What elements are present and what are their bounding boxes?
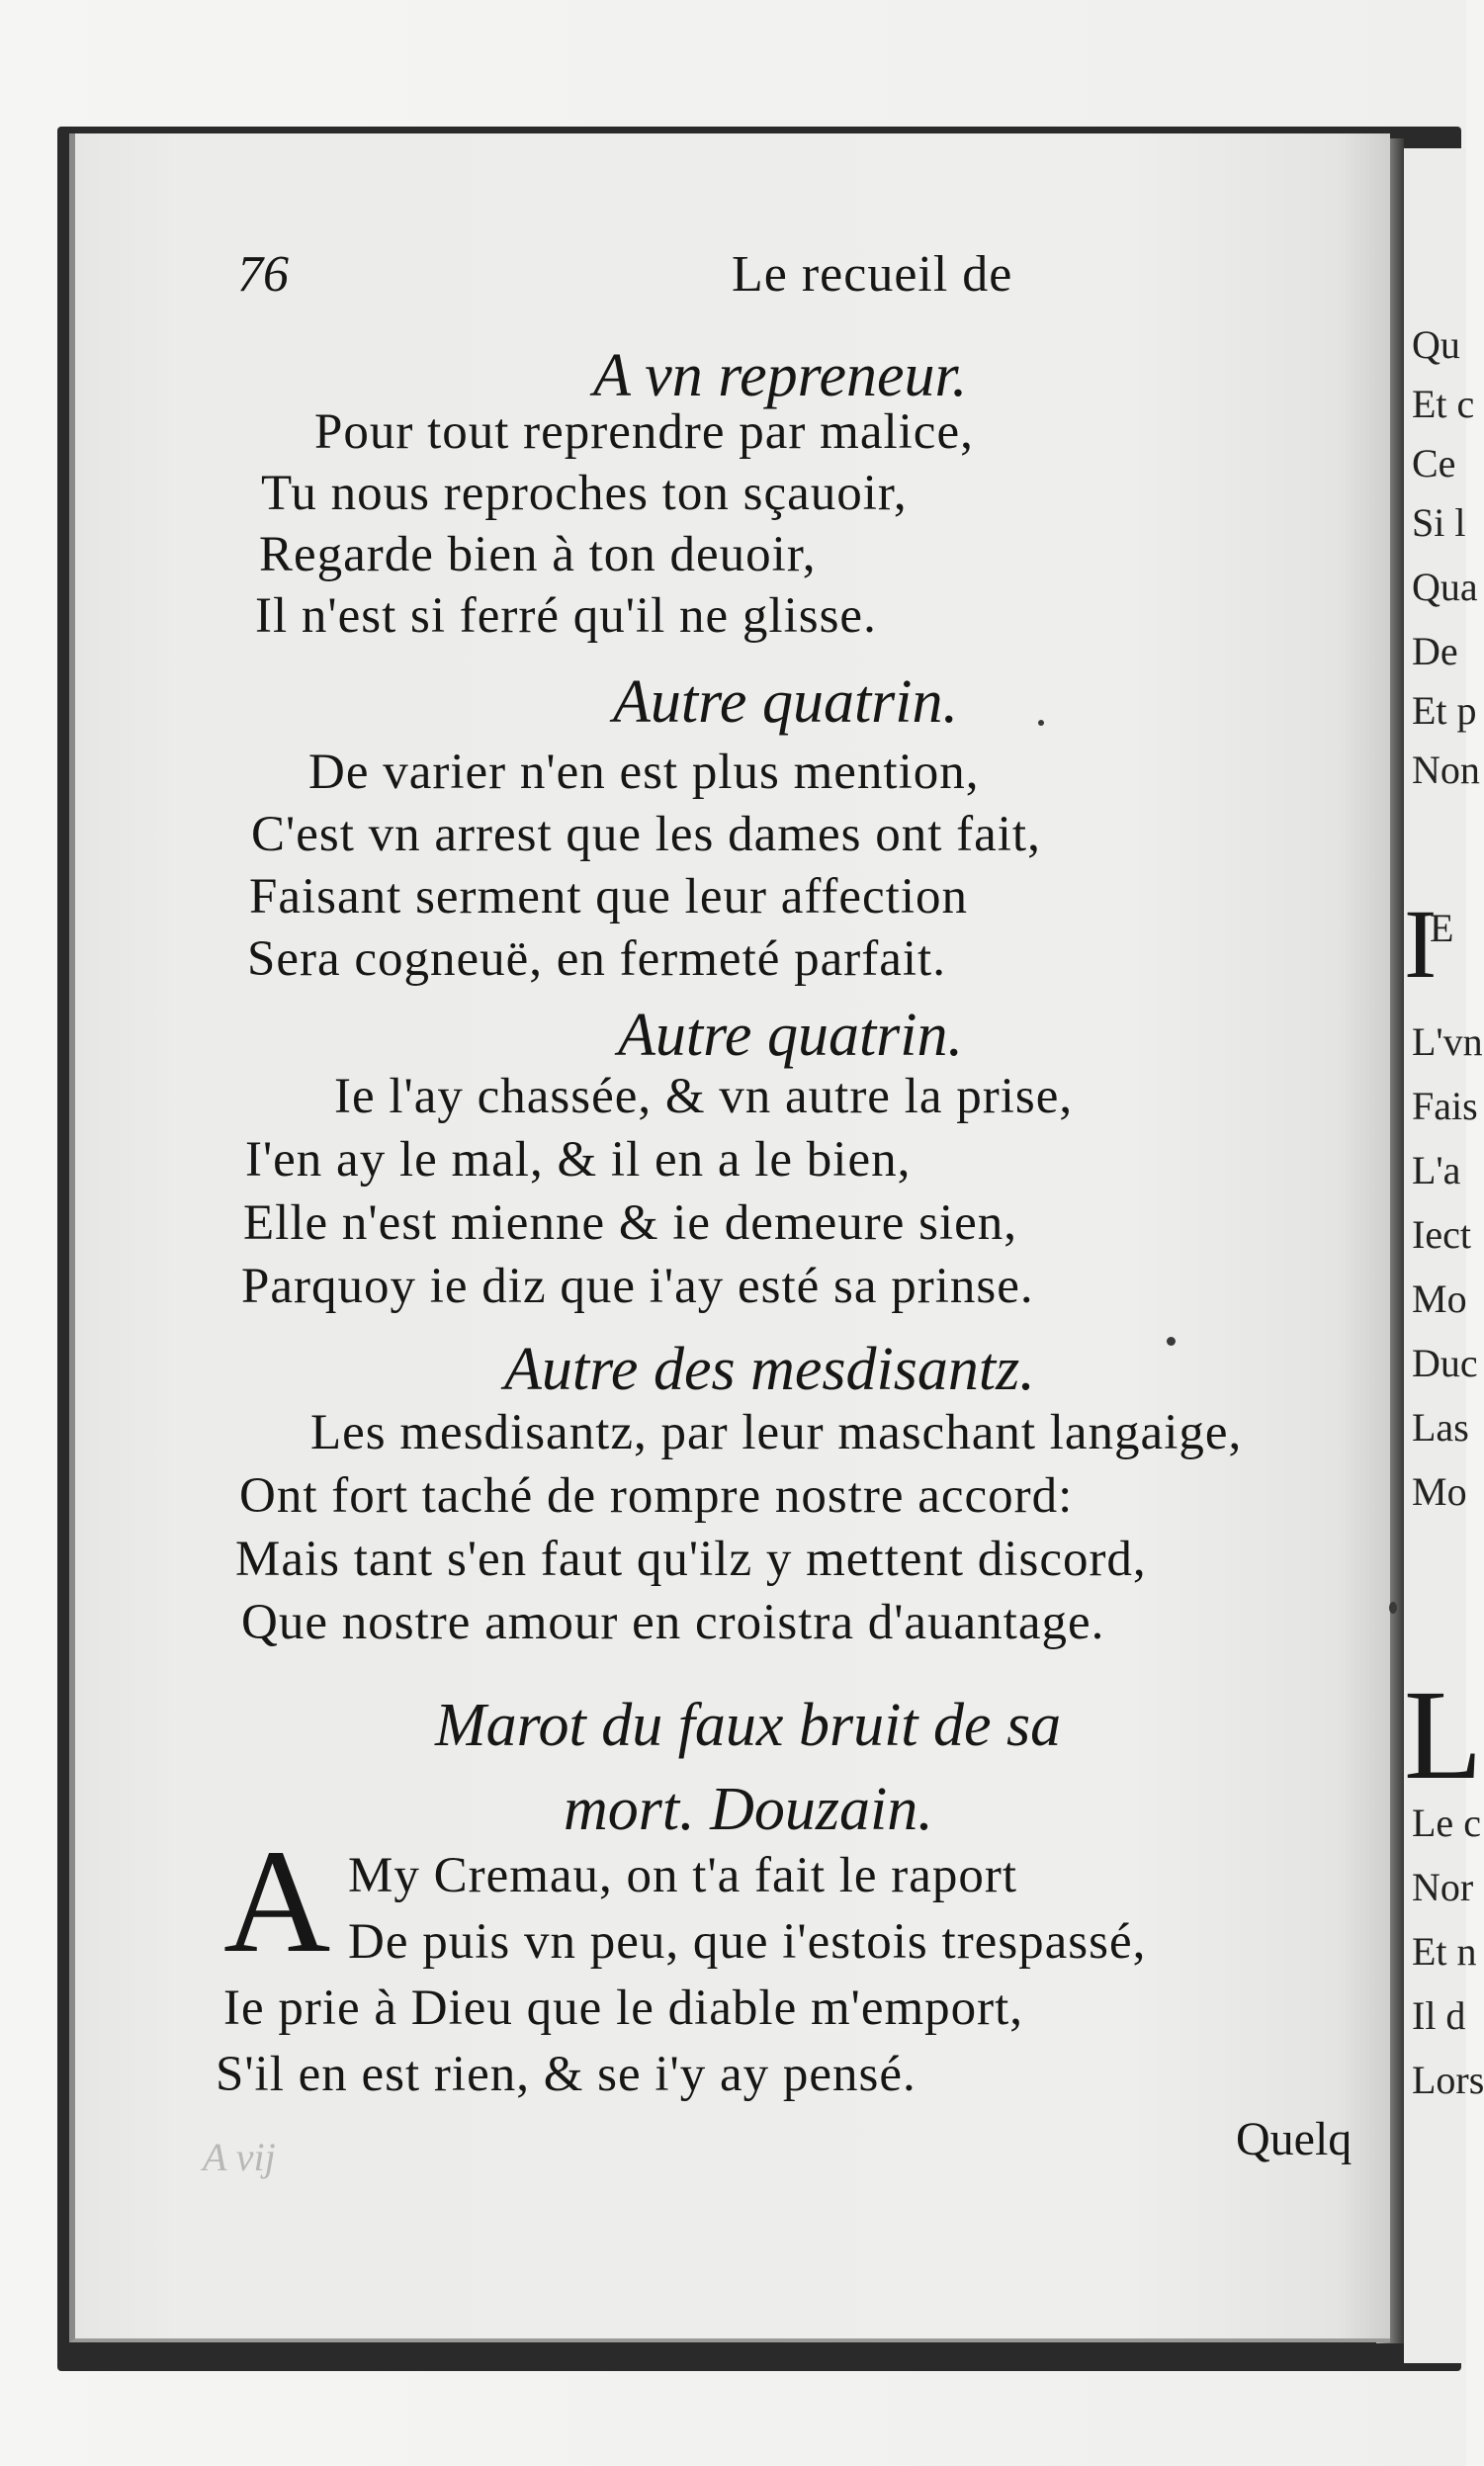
verse-line: Il n'est si ferré qu'il ne glisse. <box>255 588 877 644</box>
facing-line: Lors <box>1412 2058 1484 2102</box>
page-number: 76 <box>237 246 289 303</box>
facing-line: Fais <box>1412 1084 1478 1128</box>
verse-line: De varier n'en est plus mention, <box>308 745 980 800</box>
poem-heading: A vn repreneur. <box>593 342 968 409</box>
verse-line: Mais tant s'en faut qu'ilz y mettent discord, <box>235 1532 1147 1587</box>
running-title: Le recueil de <box>732 246 1013 303</box>
facing-line: Iect <box>1412 1212 1471 1257</box>
ink-speck <box>1038 720 1044 726</box>
facing-line: Non <box>1412 748 1480 792</box>
facing-line: Il d <box>1412 1993 1466 2038</box>
facing-line: L'a <box>1412 1148 1461 1192</box>
verse-line: I'en ay le mal, & il en a le bien, <box>245 1132 912 1188</box>
verse-line: Regarde bien à ton deuoir, <box>259 527 817 582</box>
catchword: Quelq <box>1236 2113 1353 2165</box>
verse-line: S'il en est rien, & se i'y ay pensé. <box>216 2047 917 2102</box>
facing-line: Mo <box>1412 1469 1467 1514</box>
verse-line: Ont fort taché de rompre nostre accord: <box>239 1468 1074 1524</box>
drop-cap: A <box>223 1819 331 1983</box>
facing-line: Mo <box>1412 1277 1467 1321</box>
poem-heading: Autre quatrin. <box>613 668 959 736</box>
facing-page-fragment <box>1404 148 1484 2363</box>
verse-line: Tu nous reproches ton sçauoir, <box>261 466 908 521</box>
verse-line: De puis vn peu, que i'estois trespassé, <box>348 1914 1147 1970</box>
verse-line: Elle n'est mienne & ie demeure sien, <box>243 1195 1018 1251</box>
facing-line: Et n <box>1412 1929 1477 1974</box>
ink-speck <box>1389 1602 1397 1614</box>
facing-dropcap: L <box>1404 1664 1483 1806</box>
facing-line: Le c <box>1412 1801 1481 1845</box>
facing-line: Qu <box>1412 322 1460 367</box>
verse-line: Les mesdisantz, par leur maschant langaige, <box>310 1405 1243 1460</box>
facing-line: L'vn <box>1412 1019 1483 1064</box>
facing-line: Qua <box>1412 565 1478 609</box>
facing-line: Nor <box>1412 1865 1474 1909</box>
facing-line: Las <box>1412 1405 1469 1450</box>
verse-line: Ie prie à Dieu que le diable m'emport, <box>223 1981 1024 2036</box>
verse-line: Que nostre amour en croistra d'auantage. <box>241 1595 1105 1650</box>
verse-line: Ie l'ay chassée, & vn autre la prise, <box>334 1069 1074 1124</box>
verse-line: C'est vn arrest que les dames ont fait, <box>251 807 1041 862</box>
verse-line: My Cremau, on t'a fait le raport <box>348 1848 1018 1903</box>
facing-line: De <box>1412 629 1458 673</box>
poem-heading: Marot du faux bruit de sa <box>435 1692 1062 1759</box>
facing-line: Si l <box>1412 500 1466 545</box>
verse-line: Sera cogneuë, en fermeté parfait. <box>247 931 946 987</box>
facing-dropcap: I <box>1404 889 1438 999</box>
poem-heading: Autre quatrin. <box>618 1002 964 1069</box>
verse-line: Faisant serment que leur affection <box>249 869 968 925</box>
facing-line: Et p <box>1412 688 1477 733</box>
verse-line: Pour tout reprendre par malice, <box>314 404 974 460</box>
poem-heading: mort. Douzain. <box>564 1776 933 1843</box>
facing-line: Ce <box>1412 441 1456 485</box>
facing-line: Duc <box>1412 1341 1478 1385</box>
signature-mark-bleedthrough: A vij <box>203 2135 276 2179</box>
poem-heading: Autre des mesdisantz. <box>504 1336 1035 1403</box>
facing-line: E <box>1430 906 1454 950</box>
ink-speck <box>1167 1337 1176 1346</box>
facing-line: Et c <box>1412 382 1475 426</box>
verse-line: Parquoy ie diz que i'ay esté sa prinse. <box>241 1259 1034 1314</box>
